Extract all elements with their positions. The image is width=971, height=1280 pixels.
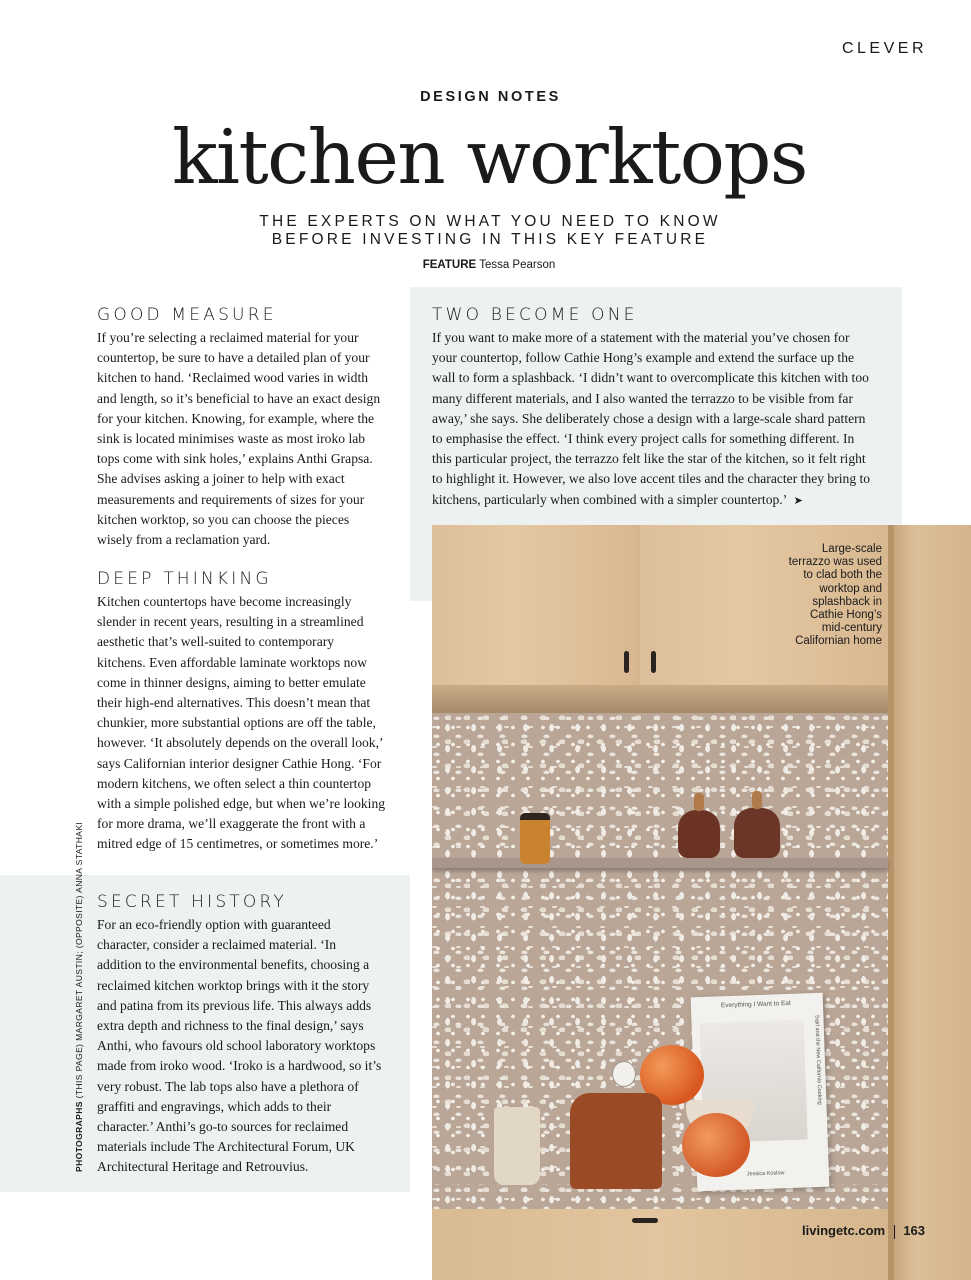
cookbook-author: Jessica Koslow xyxy=(746,1170,785,1178)
text-line: character.’ Anthi’s go-to sources for reclaimed xyxy=(97,1119,349,1135)
caption-line: Cathie Hong’s xyxy=(809,609,882,622)
text-line: your countertop, follow Cathie Hong’s example and extend the surface up the xyxy=(432,350,855,366)
text-line: slender in recent years, resulting in a streamlined xyxy=(97,614,364,630)
text-line: come in thinner designs, aiming to better emulate xyxy=(97,674,366,690)
text-line: For an eco-friendly option with guaranteed xyxy=(97,917,331,932)
text-line: wisely from a reclamation yard. xyxy=(97,532,271,548)
text-line: graffiti and engravings, which adds to their xyxy=(97,1098,332,1114)
ceramic-vase xyxy=(678,810,720,858)
body-text xyxy=(97,915,388,1178)
caption-line: Large-scale xyxy=(821,543,882,555)
text-line: mitred edge of 15 centimetres, or sometimes more.’ xyxy=(97,836,379,852)
linen-cloth xyxy=(570,1093,662,1189)
cabinet-handle-icon xyxy=(624,651,629,673)
text-line: modern kitchens, we often select a thin countertop xyxy=(97,775,372,791)
text-line: character, consider a reclaimed material. ‘In xyxy=(97,937,337,953)
cookbook-title: Everything I Want to Eat xyxy=(720,999,791,1010)
text-line: addition to the environmental benefits, choosing a xyxy=(97,957,370,973)
section-heading: DEEP THINKING xyxy=(97,569,272,589)
section-heading: GOOD MEASURE xyxy=(97,305,277,325)
text-line: for your kitchen. Knowing, for example, where the xyxy=(97,410,375,426)
power-outlet-icon xyxy=(612,1061,636,1087)
text-line: for more drama, we’ll exaggerate the front with a xyxy=(97,816,366,832)
site-url: livingetc.com xyxy=(802,1223,886,1238)
honey-jar xyxy=(520,813,550,864)
text-line: however. ‘It absolutely depends on the overall look,’ xyxy=(97,735,384,751)
text-line-content: kitchens, particularly when combined with a simpler countertop.’ xyxy=(432,491,787,507)
text-line: countertop, be sure to have a detailed plan of your xyxy=(97,350,370,366)
text-line: and patina from its previous life. This always adds xyxy=(97,997,372,1013)
tall-cabinet-edge xyxy=(888,525,894,1280)
credit-text: (THIS PAGE) MARGARET AUSTIN; (OPPOSITE) ANNA STATHAKI xyxy=(74,821,84,1099)
text-line: Anthi, who favours old school laboratory worktops xyxy=(97,1038,376,1054)
text-line: many different materials, and I also wanted the terrazzo to be visible from far xyxy=(432,390,853,406)
footer-divider xyxy=(894,1225,895,1239)
photo-credit xyxy=(74,822,84,1172)
text-line: with a simple polished edge, but when we’re looking xyxy=(97,796,386,812)
text-line: She advises asking a joiner to help with exact xyxy=(97,471,345,487)
continue-arrow-icon: ➤ xyxy=(793,494,803,507)
caption-line: splashback in xyxy=(812,595,882,608)
page-title: kitchen worktops xyxy=(172,113,807,201)
text-line: says Californian interior designer Cathie Hong. ‘For xyxy=(97,755,382,771)
upper-cabinet-left xyxy=(432,525,636,687)
caption-line: terrazzo was used xyxy=(788,556,882,569)
text-line: away,’ she says. She deliberately chose a design with a large-scale shard pattern xyxy=(432,410,866,426)
lower-cabinet xyxy=(432,1209,888,1280)
cookbook-spine-text: Sqirl and the New California Cooking xyxy=(813,1014,823,1105)
secret-history-section xyxy=(97,892,388,1178)
text-line: Kitchen countertops have become increasingly xyxy=(97,594,352,609)
byline-label: FEATURE xyxy=(422,259,477,271)
text-line: reclaimed kitchen worktop brings with it the story xyxy=(97,977,370,993)
text-line: tops come with sink holes,’ explains Anthi Grapsa. xyxy=(97,451,373,467)
text-line: materials include The Architectural Forum, UK xyxy=(97,1139,355,1155)
photo-caption xyxy=(752,543,882,649)
byline-name: Tessa Pearson xyxy=(479,259,556,271)
text-line: kitchens. Even affordable laminate worktops now xyxy=(97,654,368,670)
text-line: measurements and requirements of sizes for your xyxy=(97,491,365,507)
tall-cabinet xyxy=(892,525,971,1280)
ceramic-mug xyxy=(494,1107,540,1185)
kitchen-photo xyxy=(432,525,971,1280)
caption-line: worktop and xyxy=(819,582,882,595)
text-line: extra depth and richness to the final design,’ says xyxy=(97,1018,364,1034)
ceramic-vase xyxy=(734,808,780,858)
body-text xyxy=(97,328,388,550)
caption-line: mid-century xyxy=(821,622,882,635)
section-heading: TWO BECOME ONE xyxy=(432,305,638,325)
cabinet-handle-icon xyxy=(651,651,656,673)
kicker: DESIGN NOTES xyxy=(420,89,561,105)
text-line: kitchen to hand. ‘Reclaimed wood varies in width xyxy=(97,370,369,386)
text-line: chunkier, more substantial options are off the table, xyxy=(97,715,376,731)
text-line: to highlight it. However, we also love accent tiles and the character they bring to xyxy=(432,471,871,487)
text-line: If you’re selecting a reclaimed material for your xyxy=(97,330,359,345)
text-line: sink is located minimises waste as most iroko lab xyxy=(97,431,366,447)
terrazzo-shelf xyxy=(432,858,888,868)
text-line: kitchen worktop, so you can choose the pieces xyxy=(97,511,350,527)
deep-thinking-section xyxy=(97,569,388,855)
two-become-one-section xyxy=(432,305,882,511)
text-line: to emphasise the effect. ‘I think every project calls for something different. In xyxy=(432,431,855,447)
text-line: very robust. The lab tops also have a plethora of xyxy=(97,1078,359,1094)
cabinet-underside xyxy=(432,685,892,713)
caption-line: to clad both the xyxy=(803,569,882,582)
good-measure-section xyxy=(97,305,388,550)
credit-label: PHOTOGRAPHS xyxy=(74,1101,84,1172)
drawer-handle-icon xyxy=(632,1218,658,1223)
section-heading: SECRET HISTORY xyxy=(97,892,288,912)
body-text xyxy=(432,328,882,511)
terrazzo-worktop xyxy=(432,1185,888,1209)
text-line xyxy=(432,490,882,511)
byline xyxy=(0,259,971,271)
standfirst xyxy=(0,213,971,249)
standfirst-line: BEFORE INVESTING IN THIS KEY FEATURE xyxy=(271,231,709,248)
body-text xyxy=(97,592,388,855)
vase-stopper xyxy=(694,793,704,811)
text-line: their high-end alternatives. This doesn’t mean that xyxy=(97,695,371,711)
text-line: Architectural Heritage and Retrouvius. xyxy=(97,1159,309,1175)
caption-line: Californian home xyxy=(795,635,882,648)
text-line: and length, so it’s beneficial to have an exact design xyxy=(97,390,381,406)
standfirst-line: THE EXPERTS ON WHAT YOU NEED TO KNOW xyxy=(259,213,721,230)
text-line: made from iroko wood. ‘Iroko is a hardwood, so it’s xyxy=(97,1058,382,1074)
text-line: this particular project, the terrazzo felt like the star of the kitchen, so it felt right xyxy=(432,451,866,467)
text-line: wall to form a splashback. ‘I didn’t want to overcomplicate this kitchen with too xyxy=(432,370,869,386)
text-line: aesthetic that’s well-suited to contemporary xyxy=(97,634,335,650)
grapefruit xyxy=(682,1113,750,1177)
footer xyxy=(802,1223,925,1239)
section-label: CLEVER xyxy=(841,40,927,57)
page-number: 163 xyxy=(903,1223,926,1238)
vase-stopper xyxy=(752,791,762,809)
text-line: If you want to make more of a statement with the material you’ve chosen for xyxy=(432,330,850,345)
